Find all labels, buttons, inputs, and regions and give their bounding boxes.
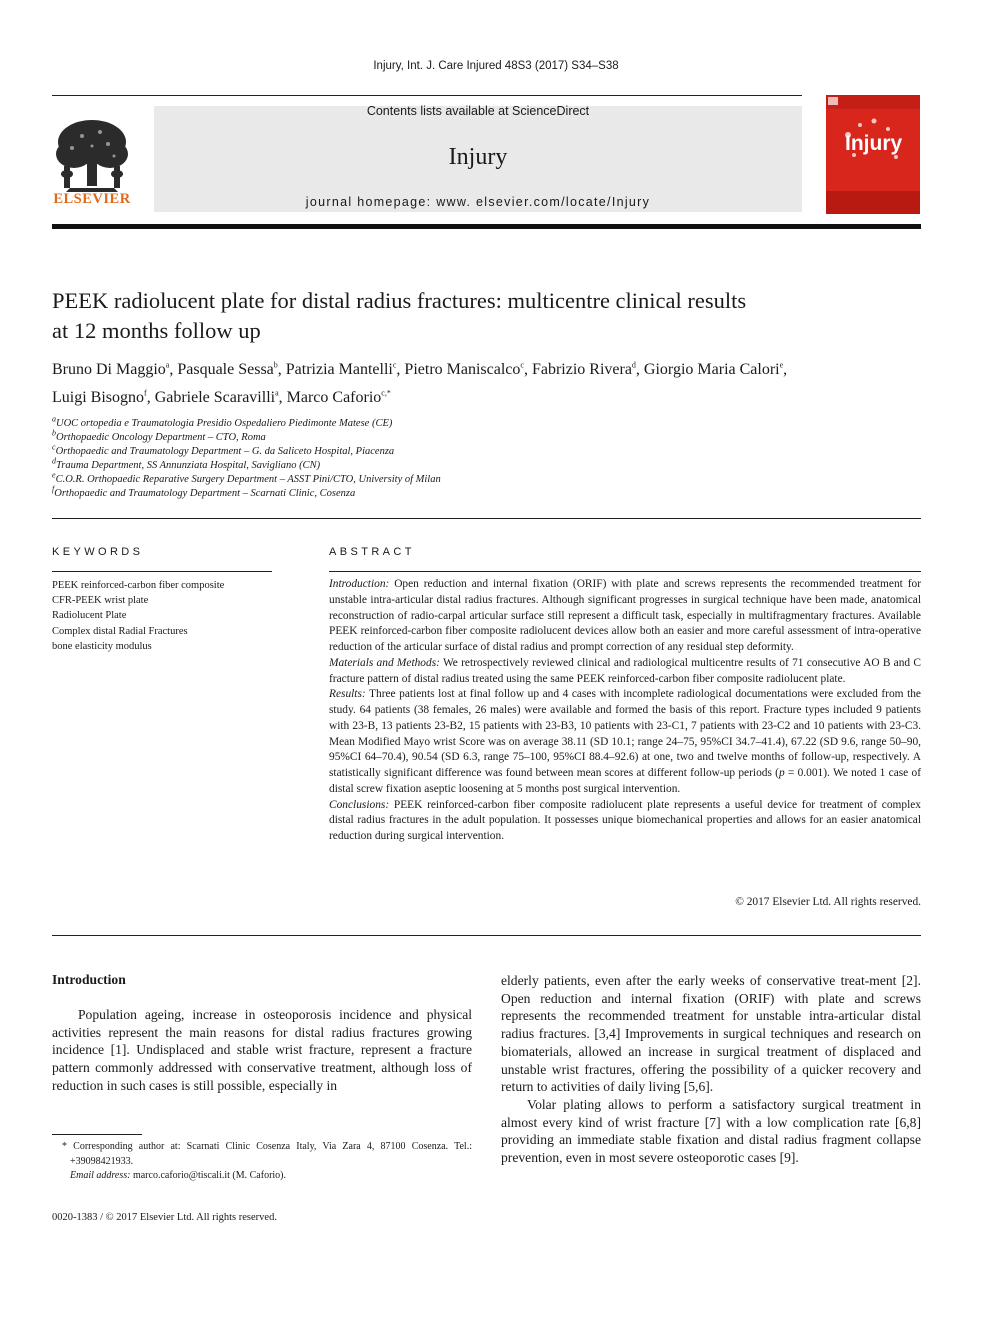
author-affil-mark: f [144,388,147,398]
article-title [52,286,921,346]
email-label: Email address: [70,1170,131,1181]
corresponding-author-footnote [52,1140,472,1184]
journal-citation: Injury, Int. J. Care Injured 48S3 (2017) S34–S38 [373,60,619,72]
author-affil-mark: d [631,360,636,370]
introduction-heading: Introduction [52,972,126,987]
keywords-heading: KEYWORDS [52,546,144,558]
abstract-body [329,577,921,845]
publisher-logo-text: ELSEVIER [53,191,131,207]
author-affil-mark: a [165,360,170,370]
author-affil-mark: b [273,360,278,370]
affiliation-item [52,414,921,431]
article-title-line-1: PEEK radiolucent plate for distal radius fractures: multicentre clinical results [52,288,747,313]
keyword-item[interactable]: Complex distal Radial Fractures [52,625,188,637]
keywords-rule [52,571,272,572]
body-paragraph: Volar plating allows to perform a satisfactory surgical treatment in almost every kind of wrist fracture [7] with a low complication rate [6,8] providing an immediate stable fixation and distal radius fragment collapse prevention, even in most severe osteoporotic cases [9]. [501,1096,921,1166]
abstract-heading: ABSTRACT [329,546,415,558]
abstract-label: Introduction: [329,578,390,590]
abstract-results [329,687,921,797]
footnote-corresponding [52,1140,472,1169]
author-name[interactable]: Patrizia Mantelli [285,361,393,378]
affiliation-item [52,456,921,473]
affiliation-mark: b [52,428,56,438]
section-divider [52,518,921,519]
abstract-label: Materials and Methods: [329,656,440,669]
affiliation-item [52,470,921,487]
author-name[interactable]: Giorgio Maria Calori [643,361,780,378]
author-affil-mark: c,* [381,388,391,398]
author-name[interactable]: Gabriele Scaravilli [154,389,276,406]
footnote-rule [52,1134,142,1135]
header-top-rule [52,95,802,96]
header-thick-rule [52,224,921,229]
journal-name: Injury [448,144,508,170]
footnote-email [52,1169,472,1184]
section-divider [52,935,921,936]
abstract-text: = 0.001). We noted 1 case of distal screw fixation aseptic loosening at 5 months post surgical intervention. [329,767,921,795]
author-name[interactable]: Fabrizio Rivera [531,361,632,378]
affiliation-mark: a [52,414,56,424]
abstract-text: We retrospectively reviewed clinical and radiological multicentre results of 71 consecutive AO B and C fracture pattern of distal radius treated using the same PEEK reinforced-carbon fiber composite radiolucent plate. [329,656,921,685]
author-affil-mark: c [392,360,397,370]
abstract-text: Three patients lost at final follow up and 4 cases with incomplete radiological documentations were excluded from the study. 64 patients (38 females, 26 males) were available and formed the basis of this report. Fracture types included 9 patients with 23-B, 13 patients 23-B2, 15 patients with 23-B3, 10 patients with 23-C1, 7 patients with 23-C2 and 10 patients with 23-C3. Mean Modified Mayo wrist Score was on average 38.11 (SD 10.1; range 24–75, 95%CI 34.7–41.4), 67.22 (SD 9.6, range 50–90, 95%CI 64–70.4), 90.54 (SD 6.3, range 75–100, 95%CI 88.4–92.6) at one, two and twelve months of follow-up, respectively. A statistically significant difference was found between mean scores at different follow-up periods ( [329,688,921,779]
affiliation-mark: d [52,456,56,466]
affiliation-text: Orthopaedic Oncology Department – CTO, Roma [56,432,266,443]
abstract-methods [329,656,921,688]
author-affil-mark: e [779,360,784,370]
abstract-rule [329,571,921,572]
affiliation-item [52,484,921,501]
affiliation-mark: c [52,442,56,452]
abstract-introduction [329,577,921,656]
affiliation-text: UOC ortopedia e Traumatologia Presidio Ospedaliero Piedimonte Matese (CE) [56,418,393,429]
affiliation-text: Orthopaedic and Traumatology Department – G. da Saliceto Hospital, Piacenza [55,446,395,457]
affiliation-text: Trauma Department, SS Annunziata Hospital, Savigliano (CN) [56,460,321,471]
affiliation-item [52,442,921,459]
contents-line: Contents lists available at ScienceDirect [366,104,590,118]
abstract-label: Results: [329,688,366,701]
body-paragraph: elderly patients, even after the early weeks of conservative treat-ment [2]. Open reduction and internal fixation (ORIF) with plate and screws represents the recommended treatment for unstable intra-articular distal radius fractures. [3,4] Improvements in surgical techniques and research on biomaterials, allowed an increase in surgical treatment of displaced and unstable wrist fractures, offering the possibility of a quicker recovery and return to activities of daily living [5,6]. [501,973,921,1095]
p-value-symbol: p [778,767,785,779]
author-name[interactable]: Marco Caforio [286,389,382,406]
affiliation-text: Orthopaedic and Traumatology Department – Scarnati Clinic, Cosenza [54,488,356,499]
keywords-list [52,578,282,654]
author-affil-mark: c [520,360,524,370]
affiliation-item [52,428,921,445]
body-right-column [501,972,921,1167]
abstract-copyright: © 2017 Elsevier Ltd. All rights reserved. [735,896,921,908]
abstract-text: PEEK reinforced-carbon fiber composite radiolucent plate represents a useful device for treatment of complex distal radius fractures in the adult population. It possesses unique biomechanical properties and allows for an easier anatomical reduction during surgical intervention. [329,798,921,842]
keyword-item[interactable]: PEEK reinforced-carbon fiber composite [52,580,225,591]
email-link[interactable]: marco.caforio@tiscali.it (M. Caforio). [130,1170,287,1181]
issn-line: 0020-1383 / © 2017 Elsevier Ltd. All rights reserved. [52,1212,277,1223]
abstract-text: Open reduction and internal fixation (ORIF) with plate and screws represents the recommended treatment for unstable intra-articular distal radius fractures. Although significant progresses in surgical technique have been made, anatomical reconstruction of radio-carpal articular surface still represent a difficult task, especially in multifragmentary fractures. Available PEEK reinforced-carbon fiber composite radiolucent devices allow both an easier and more careful assessment of intra-operative reduction of the articular surface of distal radius and prompt correction of any residual step deformity. [329,578,921,653]
keyword-item[interactable]: bone elasticity modulus [52,640,152,652]
footnote-text: Corresponding author at: Scarnati Clinic Cosenza Italy, Via Zara 4, 87100 Cosenza. Tel.: +39098421933. [70,1141,472,1167]
footnote-marker: * [62,1141,67,1152]
affiliation-text: C.O.R. Orthopaedic Reparative Surgery Department – ASST Pini/CTO, University of Milan [55,474,441,485]
article-title-line-2: at 12 months follow up [52,318,261,343]
affiliation-list [52,414,921,501]
author-name[interactable]: Pietro Maniscalco [404,361,521,378]
body-paragraph: Population ageing, increase in osteoporosis incidence and physical activities represent the main reasons for distal radius fractures growing incidence [1]. Undisplaced and stable wrist fracture, represent a fracture pattern commonly addressed with conservative treatment, although loss of reduction in such cases is still possible, especially in [52,1007,472,1093]
cover-title: Injury [845,132,903,155]
affiliation-mark: e [52,470,56,480]
author-name[interactable]: Bruno Di Maggio [52,361,166,378]
abstract-conclusions [329,798,921,845]
keyword-item[interactable]: CFR-PEEK wrist plate [52,595,149,607]
abstract-label: Conclusions: [329,798,390,811]
journal-homepage[interactable]: journal homepage: www. elsevier.com/locate/Injury [305,195,651,209]
author-list: Bruno Di Maggio$^a$, Pasquale Sessa$^b$, Patrizia Mantelli$^c$, Pietro Maniscalco$^c$, Fabrizio Rivera$^d$, Giorgio Maria Calori$^e$, Luigi Bisogno$^f$, Gabriele Scaravilli$^a$, Marco Caforio$^{c,*}$ [52,360,788,406]
affiliation-mark: f [52,484,55,494]
body-left-column [52,1006,472,1095]
author-name[interactable]: Luigi Bisogno [52,389,145,406]
author-name[interactable]: Pasquale Sessa [177,361,274,378]
author-affil-mark: a [275,388,279,398]
keyword-item[interactable]: Radiolucent Plate [52,610,127,622]
